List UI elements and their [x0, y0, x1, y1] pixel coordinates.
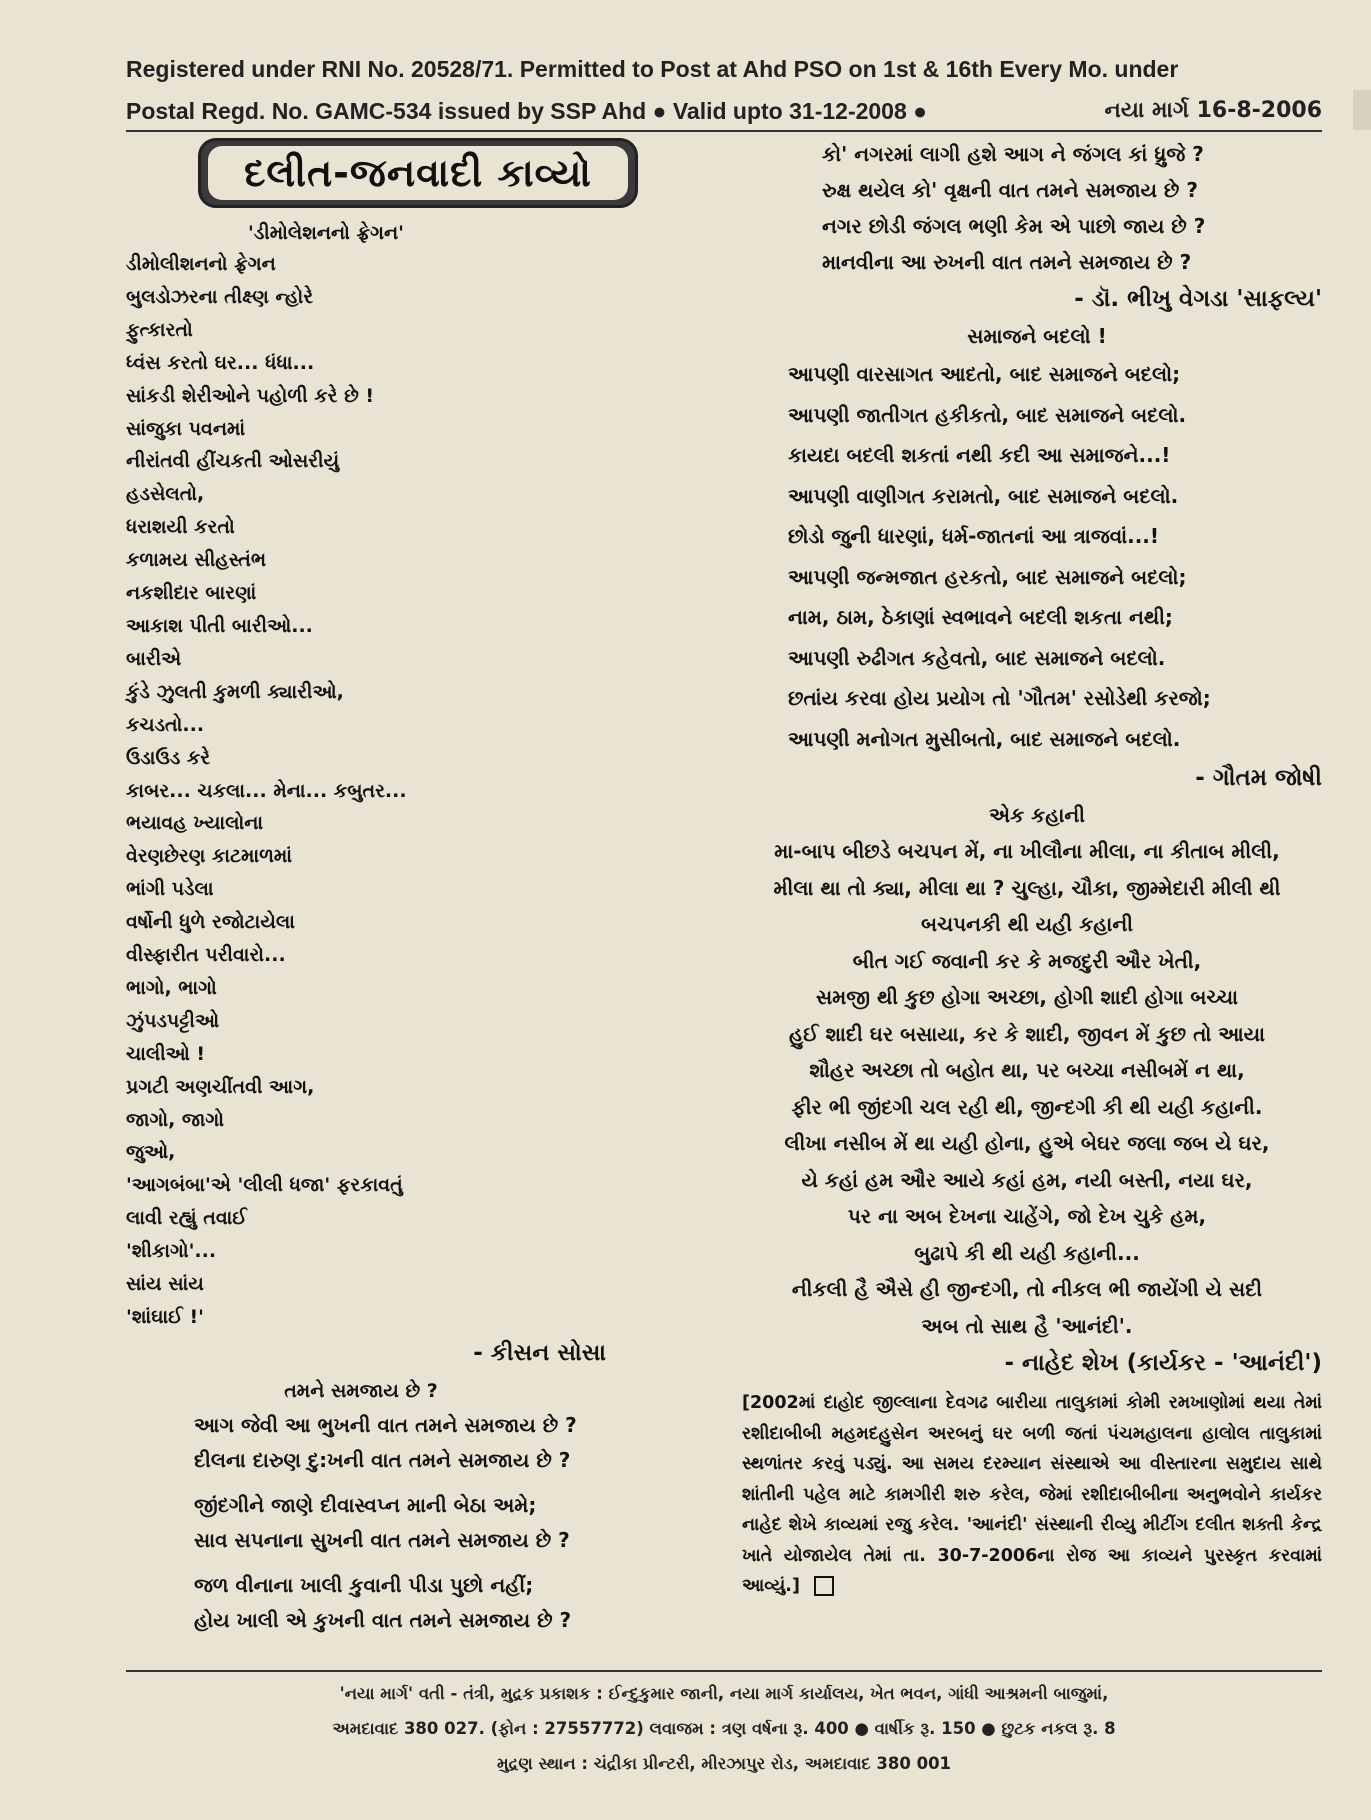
poem-line: મીલા થા તો ક્યા, મીલા થા ? ચુલ્હા, ચૌકા, જીમ્મેદારી મીલી થી	[773, 875, 1281, 900]
poem-line: લાવી રહ્યું તવાઈ	[126, 1207, 247, 1230]
imprint-line-2: અમદાવાદ 380 027. (ફોન : 27557772) લવાજમ : ત્રણ વર્ષના રૂ. 400 ● વાર્ષીક રૂ. 150 ● છુટક નકલ રૂ. 8	[332, 1719, 1116, 1738]
poem2-author: - ડૉ. ભીખુ વેગડા 'સાફલ્ય'	[1074, 286, 1322, 312]
poem-line: ચાલીઓ !	[126, 1042, 206, 1065]
poem-line: જુઓ,	[126, 1141, 176, 1164]
poem3-author: - ગૌતમ જોષી	[1195, 765, 1322, 791]
poem4-author: - નાહેદ શેખ (કાર્યકર - 'આનંદી')	[1004, 1350, 1322, 1376]
poem-line: આગ જેવી આ ભુખની વાત તમને સમજાય છે ?	[194, 1412, 577, 1437]
poem-line: નીકલી હૈ ઐસે હી જીન્દગી, તો નીકલ ભી જાયેંગી યે સદી	[791, 1277, 1263, 1301]
poem-line: બચપનકી થી યહી કહાની	[921, 912, 1133, 936]
poem-line: મા-બાપ બીછડે બચપન મેં, ના ખીલૌના મીલા, ના કીતાબ મીલી,	[774, 839, 1280, 863]
poem-line: છતાંય કરવા હોય પ્રયોગ તો 'ગૌતમ' રસોડેથી કરજો;	[788, 686, 1211, 710]
poem-line: આપણી મનોગત મુસીબતો, બાદ સમાજને બદલો.	[788, 726, 1181, 751]
poem-line: શૌહર અચ્છા તો બહોત થા, પર બચ્ચા નસીબમેં ન થા,	[809, 1058, 1245, 1082]
poem-line: નગર છોડી જંગલ ભણી કેમ એ પાછો જાય છે ?	[822, 214, 1206, 238]
paper-fold	[1353, 90, 1371, 130]
poem-line: ધ્વંસ કરતો ઘર... ધંધા...	[126, 351, 315, 374]
right-column	[742, 136, 1322, 1602]
poem-line: જાગો, જાગો	[126, 1108, 225, 1131]
poem-line: ધરાશયી કરતો	[126, 516, 235, 539]
poem-line: ઉડાઉડ કરે	[126, 746, 211, 769]
poem-line: હુઈ શાદી ઘર બસાયા, કર કે શાદી, જીવન મેં કુછ તો આયા	[788, 1021, 1266, 1046]
poem-line: આપણી જન્મજાત હરકતો, બાદ સમાજને બદલો;	[788, 564, 1187, 589]
poem2-body-right	[752, 136, 1322, 280]
poem-line: જળ વીનાના ખાલી કુવાની પીડા પુછો નહીં;	[194, 1572, 534, 1597]
poem-line: 'આગબંબા'એ 'લીલી ધજા' ફરકાવતું	[126, 1174, 403, 1197]
imprint-line-1: 'નયા માર્ગ' વતી - તંત્રી, મુદ્રક પ્રકાશક : ઈન્દુકુમાર જાની, નયા માર્ગ કાર્યાલય, ખેત ભવન, ગાંધી આશ્રમની બાજુમાં,	[339, 1684, 1109, 1703]
poem-line: અબ તો સાથ હૈ 'આનંદી'.	[921, 1313, 1133, 1338]
postal-line-1: Registered under RNI No. 20528/71. Permitted to Post at Ahd PSO on 1st & 16th Every Mo. under	[126, 56, 1179, 82]
poem-line: લીખા નસીબ મેં થા યહી હોના, હુએ બેઘર જલા જબ યે ઘર,	[784, 1131, 1270, 1155]
poem-line: બુલડોઝરના તીક્ષ્ણ ન્હોરે	[126, 285, 314, 308]
poem-line: કાબર... ચકલા... મેના... કબુતર...	[126, 779, 407, 802]
poem-line: ભાંગી પડેલા	[126, 878, 214, 901]
poem1-body	[126, 248, 686, 1334]
poem-line: 'શીકાગો'...	[126, 1240, 217, 1263]
poem-line: ફુત્કારતો	[126, 318, 193, 341]
poem4-body	[732, 833, 1322, 1344]
issue-date: નયા માર્ગ 16-8-2006	[1104, 98, 1322, 123]
poem-line: કાયદા બદલી શકતાં નથી કદી આ સમાજને...!	[788, 443, 1171, 467]
poem-line: કળામય સીહસ્તંભ	[126, 549, 267, 572]
poem-line: વર્ષોની ધુળે રજોટાયેલા	[126, 911, 295, 934]
poem-line: ભાગો, ભાગો	[126, 976, 217, 999]
poem-line: ફીર ભી જીંદગી ચલ રહી થી, જીન્દગી કી થી યહી કહાની.	[791, 1094, 1263, 1119]
poem-line: ડીમોલીશનનો ફ્રેગન	[126, 253, 276, 275]
poem-line: હોય ખાલી એ કુખની વાત તમને સમજાય છે ?	[194, 1607, 572, 1632]
poem3-title: સમાજને બદલો !	[967, 324, 1107, 348]
left-column	[126, 218, 686, 1638]
poem-line: આપણી જાતીગત હકીકતો, બાદ સમાજને બદલો.	[788, 402, 1187, 427]
poem-line: સાવ સપનાના સુખની વાત તમને સમજાય છે ?	[194, 1527, 570, 1552]
poem-line: આપણી રુઢીગત કહેવતો, બાદ સમાજને બદલો.	[788, 645, 1166, 670]
end-mark-icon	[814, 1576, 834, 1596]
poem-line: કચડતો...	[126, 713, 205, 736]
poem-line: નકશીદાર બારણાં	[126, 582, 257, 605]
postal-header	[126, 48, 1322, 132]
poem-line: આપણી વારસાગત આદતો, બાદ સમાજને બદલો;	[788, 362, 1181, 386]
poem-line: સાંય સાંય	[126, 1273, 204, 1296]
poem-line: હડસેલતો,	[126, 483, 205, 506]
poem1-title: 'ડીમોલેશનનો ફ્રેગન'	[248, 222, 404, 244]
poem-line: જીંદગીને જાણે દીવાસ્વપ્ન માની બેઠા અમે;	[194, 1492, 537, 1517]
editorial-note	[742, 1388, 1322, 1602]
poem-line: સમજી થી કુછ હોગા અચ્છા, હોગી શાદી હોગા બચ્ચા	[815, 985, 1239, 1009]
section-title-frame	[198, 138, 638, 208]
section-title: દલીત-જનવાદી કાવ્યો	[208, 146, 628, 200]
poem-line: આપણી વાણીગત કરામતો, બાદ સમાજને બદલો.	[788, 483, 1179, 508]
poem-line: કો' નગરમાં લાગી હશે આગ ને જંગલ કાં ધ્રુજે ?	[822, 142, 1204, 166]
poem-line: રુક્ષ થયેલ કો' વૃક્ષની વાત તમને સમજાય છે ?	[822, 178, 1198, 202]
poem-line: બારીએ	[126, 647, 182, 670]
note-text: [2002માં દાહોદ જીલ્લાના દેવગઢ બારીયા તાલુકામાં કોમી રમખાણોમાં થયા તેમાં રશીદાબીબી મહમદહુસેન અરબનું ઘર બળી જતાં પંચમહાલના હાલોલ તાલુકામાં સ્થળાંતર કરવું પડ્યું. આ સમય દરમ્યાન સંસ્થાએ આ વીસ્તારના સમુદાય સાથે શાંતીની પહેલ માટે કામગીરી શરુ કરેલ, જેમાં રશીદાબીબીના અનુભવોને કાર્યકર નાહેદ શેખે કાવ્યમાં રજુ કરેલ. 'આનંદી' સંસ્થાની રીવ્યુ મીટીંગ દલીત શક્તી કેન્દ્ર ખાતે યોજાયેલ તેમાં તા. 30-7-2006ના રોજ આ કાવ્યને પુરસ્કૃત કરવામાં આવ્યું.]	[742, 1393, 1322, 1596]
poem-line: દીલના દારુણ દુ:ખની વાત તમને સમજાય છે ?	[194, 1447, 571, 1472]
poem2-body-left	[126, 1408, 686, 1638]
poem-line: બુઢાપે કી થી યહી કહાની...	[914, 1240, 1140, 1265]
poem-line: માનવીના આ રુખની વાત તમને સમજાય છે ?	[822, 250, 1192, 274]
poem-line: સાંજુકા પવનમાં	[126, 417, 246, 440]
poem-line: બીત ગઈ જવાની કર કે મજદુરી ઔર ખેતી,	[852, 948, 1202, 973]
poem-line: આકાશ પીતી બારીઓ...	[126, 614, 313, 637]
footer-rule	[126, 1670, 1322, 1672]
poem4-title: એક કહાની	[988, 803, 1086, 827]
postal-line-2: Postal Regd. No. GAMC-534 issued by SSP Ahd ● Valid upto 31-12-2008 ●	[126, 98, 928, 124]
poem-line: યે કહાં હમ ઔર આયે કહાં હમ, નયી બસ્તી, નયા ઘર,	[801, 1167, 1253, 1192]
imprint-line-3: મુદ્રણ સ્થાન : ચંદ્રીકા પ્રીન્ટરી, મીરઝાપુર રોડ, અમદાવાદ 380 001	[496, 1754, 952, 1773]
poem2-title: તમને સમજાય છે ?	[284, 1379, 438, 1402]
poem1-author: - કીસન સોસા	[473, 1339, 606, 1366]
header-rule	[126, 130, 1322, 132]
poem-line: નામ, ઠામ, ઠેકાણાં સ્વભાવને બદલી શકતા નથી;	[788, 605, 1173, 629]
poem-line: 'શાંઘાઈ !'	[126, 1306, 204, 1328]
poem-line: છોડો જુની ધારણાં, ધર્મ-જાતનાં આ ત્રાજવાં...!	[788, 524, 1160, 548]
poem-line: પર ના અબ દેખના ચાહેંગે, જો દેખ ચુકે હમ,	[847, 1204, 1207, 1228]
poem-line: નીરાંતવી હીંચકતી ઓસરીયું	[126, 450, 340, 473]
poem3-body	[752, 354, 1322, 759]
poem-line: વેરણછેરણ કાટમાળમાં	[126, 845, 293, 868]
poem-line: કુંડે ઝુલતી કુમળી ક્યારીઓ,	[126, 680, 344, 703]
imprint-footer	[126, 1676, 1322, 1781]
poem-line: ઝુંપડપટ્ટીઓ	[126, 1009, 220, 1032]
poem-line: સાંકડી શેરીઓને પહોળી કરે છે !	[126, 384, 375, 407]
poem-line: પ્રગટી અણચીંતવી આગ,	[126, 1075, 315, 1098]
poem-line: ભયાવહ ખ્યાલોના	[126, 812, 264, 835]
poem-line: વીસ્ફારીત પરીવારો...	[126, 944, 286, 967]
